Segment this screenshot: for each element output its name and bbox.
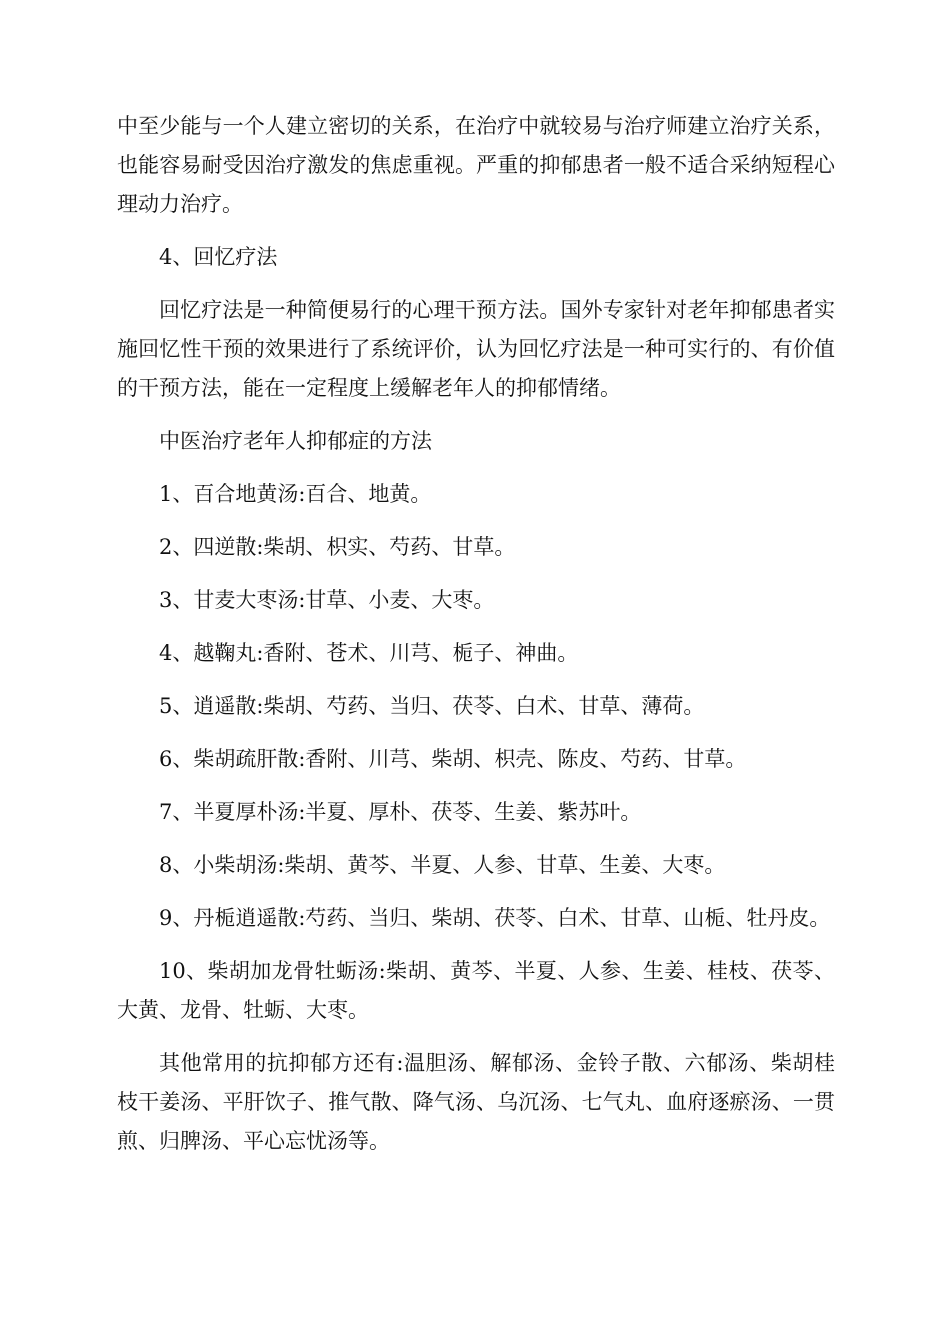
section-heading-tcm-methods: 中医治疗老年人抑郁症的方法 [159,429,432,453]
list-item-10: 10、柴胡加龙骨牡蛎汤:柴胡、黄芩、半夏、人参、生姜、桂枝、茯苓、大黄、龙骨、牡蛎、大枣。 [117,959,835,1022]
list-item-4: 4、越鞠丸:香附、苍术、川芎、栀子、神曲。 [159,641,579,665]
section-heading-reminiscence-therapy: 4、回忆疗法 [159,245,278,269]
document-body [117,107,835,1175]
list-item-9: 9、丹栀逍遥散:芍药、当归、柴胡、茯苓、白术、甘草、山栀、牡丹皮。 [159,906,831,930]
list-item-2: 2、四逆散:柴胡、枳实、芍药、甘草。 [159,535,516,559]
list-item-5: 5、逍遥散:柴胡、芍药、当归、茯苓、白术、甘草、薄荷。 [159,694,705,718]
list-item-3: 3、甘麦大枣汤:甘草、小麦、大枣。 [159,588,495,612]
list-item-1: 1、百合地黄汤:百合、地黄。 [159,482,432,506]
list-item-8: 8、小柴胡汤:柴胡、黄芩、半夏、人参、甘草、生姜、大枣。 [159,853,726,877]
paragraph-other-formulas: 其他常用的抗抑郁方还有:温胆汤、解郁汤、金铃子散、六郁汤、柴胡桂枝干姜汤、平肝饮子、推气散、降气汤、乌沉汤、七气丸、血府逐瘀汤、一贯煎、归脾汤、平心忘忧汤等。 [117,1051,835,1153]
paragraph-continuation: 中至少能与一个人建立密切的关系，在治疗中就较易与治疗师建立治疗关系，也能容易耐受因治疗激发的焦虑重视。严重的抑郁患者一般不适合采纳短程心理动力治疗。 [117,114,835,216]
list-item-6: 6、柴胡疏肝散:香附、川芎、柴胡、枳壳、陈皮、芍药、甘草。 [159,747,747,771]
list-item-7: 7、半夏厚朴汤:半夏、厚朴、茯苓、生姜、紫苏叶。 [159,800,642,824]
paragraph-reminiscence-therapy: 回忆疗法是一种简便易行的心理干预方法。国外专家针对老年抑郁患者实施回忆性干预的效果进行了系统评价，认为回忆疗法是一种可实行的、有价值的干预方法，能在一定程度上缓解老年人的抑郁情绪。 [117,298,835,400]
